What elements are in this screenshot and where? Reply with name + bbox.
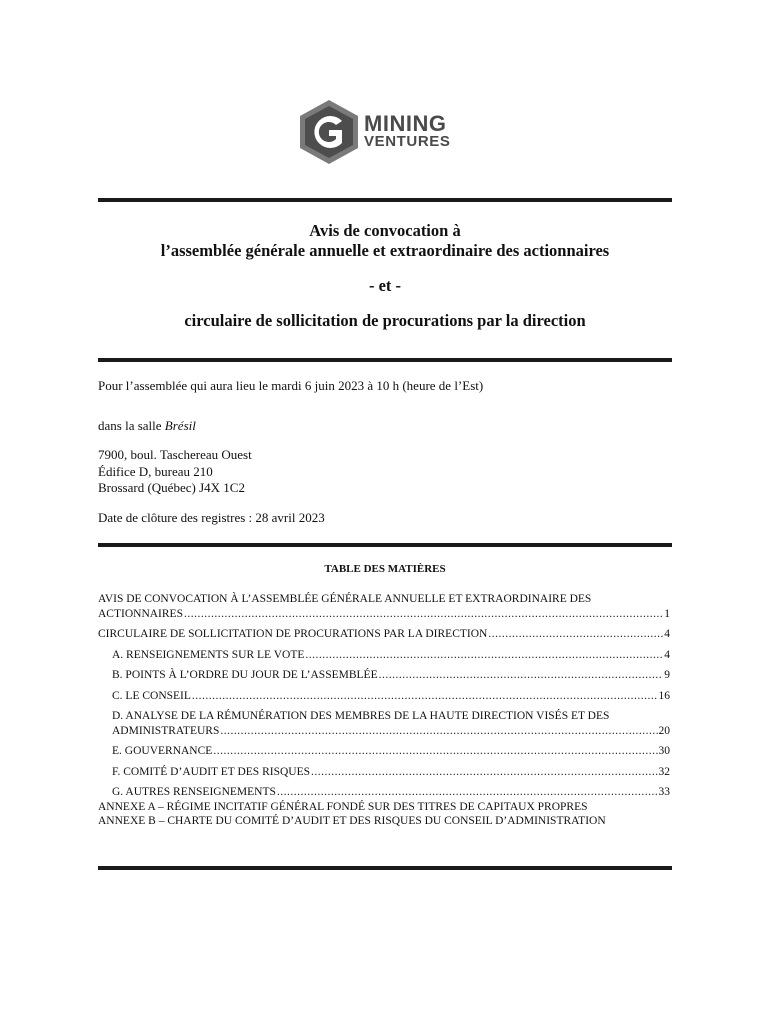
toc-entry-label: ACTIONNAIRES (98, 607, 183, 620)
toc-annex-a[interactable]: ANNEXE A – RÉGIME INCITATIF GÉNÉRAL FONDÉ SUR DES TITRES DE CAPITAUX PROPRES (98, 800, 588, 813)
record-date: Date de clôture des registres : 28 avril 2023 (98, 510, 325, 525)
title-line-4: circulaire de sollicitation de procurations par la direction (184, 311, 586, 330)
table-of-contents (98, 592, 670, 829)
meeting-address (98, 447, 252, 497)
address-line-3: Brossard (Québec) J4X 1C2 (98, 480, 245, 495)
company-logo (296, 99, 476, 165)
logo-word-mining: MINING (364, 111, 447, 136)
divider-before-toc (98, 543, 672, 547)
toc-entry-label: A. RENSEIGNEMENTS SUR LE VOTE (112, 648, 305, 661)
meeting-date: Pour l’assemblée qui aura lieu le mardi 6 juin 2023 à 10 h (heure de l’Est) (98, 378, 484, 393)
toc-entry-avis[interactable] (98, 592, 670, 621)
toc-entry-page: 30 (658, 745, 670, 757)
toc-entry-f[interactable] (98, 765, 670, 780)
toc-heading: TABLE DES MATIÈRES (324, 563, 446, 575)
address-line-1: 7900, boul. Taschereau Ouest (98, 447, 252, 462)
toc-entry-page: 4 (664, 628, 670, 640)
toc-entry-page: 20 (658, 724, 670, 737)
toc-entry-line1: AVIS DE CONVOCATION À L’ASSEMBLÉE GÉNÉRALE ANNUELLE ET EXTRAORDINAIRE DES (98, 593, 592, 605)
toc-entry-label: B. POINTS À L’ORDRE DU JOUR DE L’ASSEMBLÉE (112, 669, 378, 681)
divider-top (98, 198, 672, 202)
toc-entry-label: G. AUTRES RENSEIGNEMENTS (112, 786, 276, 798)
title-separator: - et - (368, 276, 402, 295)
meeting-room-name: Brésil (164, 418, 196, 433)
divider-after-title (98, 358, 672, 362)
meeting-room (98, 418, 196, 435)
toc-annex-b[interactable]: ANNEXE B – CHARTE DU COMITÉ D’AUDIT ET DES RISQUES DU CONSEIL D’ADMINISTRATION (98, 815, 606, 827)
toc-entry-a[interactable] (98, 648, 670, 663)
toc-entry-page: 33 (658, 786, 670, 798)
toc-entry-e[interactable] (98, 744, 670, 759)
toc-entry-label: CIRCULAIRE DE SOLLICITATION DE PROCURATIONS PAR LA DIRECTION (98, 628, 488, 640)
toc-entry-label: ADMINISTRATEURS (112, 724, 220, 737)
address-line-2: Édifice D, bureau 210 (98, 463, 213, 479)
toc-entry-page: 4 (664, 648, 670, 661)
toc-entry-c[interactable] (98, 689, 670, 704)
toc-entry-page: 32 (658, 765, 670, 778)
toc-entry-b[interactable] (98, 668, 670, 683)
toc-entry-circulaire[interactable] (98, 627, 670, 642)
toc-entry-label: C. LE CONSEIL (112, 689, 191, 702)
toc-entry-page: 16 (658, 689, 670, 702)
toc-entry-line1: D. ANALYSE DE LA RÉMUNÉRATION DES MEMBRES DE LA HAUTE DIRECTION VISÉS ET DES (112, 710, 610, 722)
toc-entry-label: F. COMITÉ D’AUDIT ET DES RISQUES (112, 765, 310, 778)
toc-entry-page: 9 (664, 669, 670, 681)
toc-entry-page: 1 (664, 607, 670, 620)
meeting-room-prefix: dans la salle (98, 418, 165, 433)
title-line-1: Avis de convocation à (309, 221, 461, 240)
hexagon-logo-icon (296, 99, 362, 165)
toc-entry-label: E. GOUVERNANCE (112, 745, 213, 757)
logo-word-ventures: VENTURES (364, 133, 451, 150)
title-line-2: l’assemblée générale annuelle et extraordinaire des actionnaires (160, 241, 610, 260)
toc-entry-g[interactable] (98, 785, 670, 800)
divider-bottom (98, 866, 672, 870)
toc-entry-d[interactable] (98, 709, 670, 738)
